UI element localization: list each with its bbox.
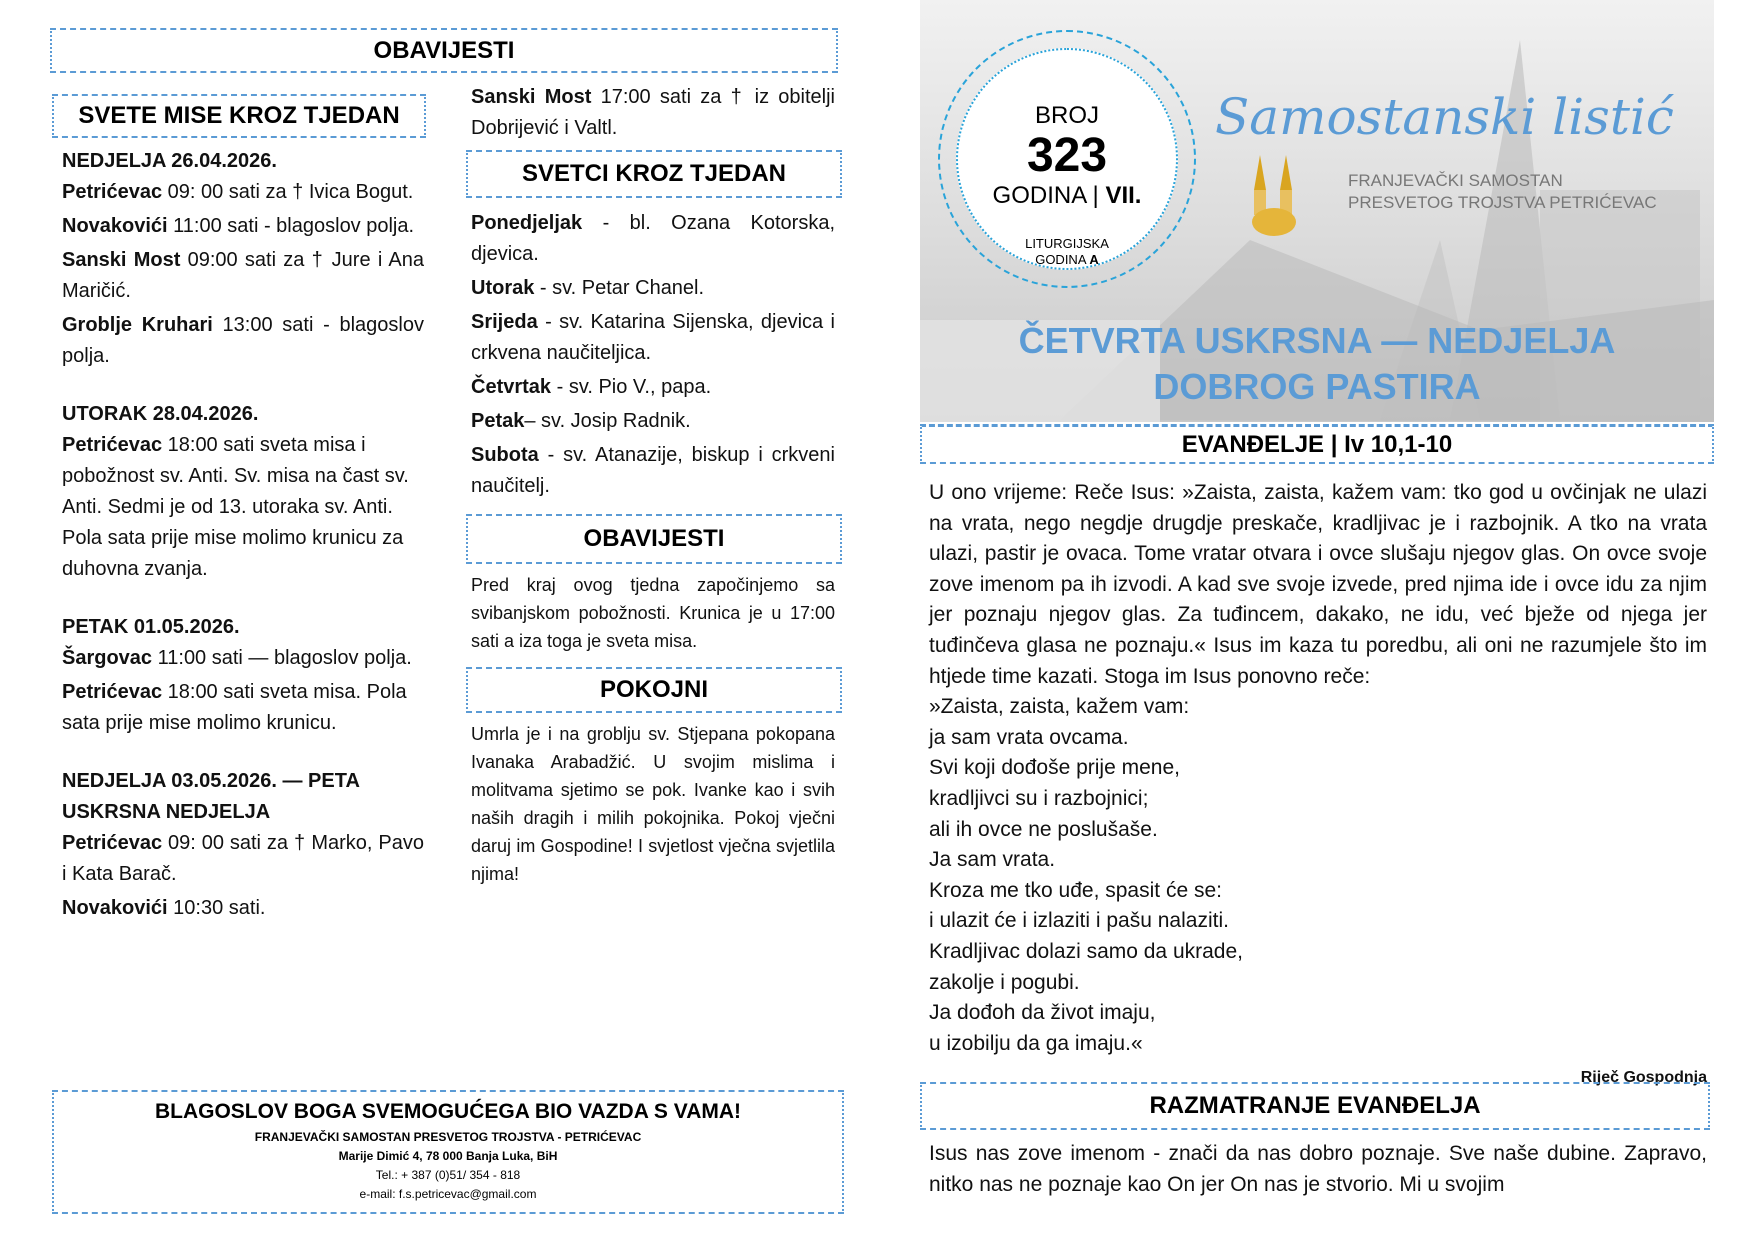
notices-heading (466, 514, 842, 564)
place: Petrićevac (62, 681, 163, 703)
saint-text: - sv. Atanazije, biskup i crkveni naučitelj. (471, 444, 835, 497)
saint-day: Četvrtak (471, 376, 552, 398)
heading-text: OBAVIJESTI (373, 36, 515, 64)
mass-entry (62, 677, 424, 739)
lit-year: A (1089, 252, 1099, 267)
monastery-logo-icon (1250, 150, 1298, 240)
gospel-prose: U ono vrijeme: Reče Isus: »Zaista, zaista, kažem vam: tko god u ovčinjak ne ulazi na vrata, nego negdje drugdje preskače, kradljivac je i razbojnik. A tko na vrata ulazi, pastir je ovaca. Tome vratar otvara i ovce slušaju njegov glas. On ovce svoje zove imenom pa ih izvodi. A kad sve svoje izvede, pred njima ide i ovce idu za njim jer poznaju njegov glas. Za tuđincem, dakako, ne idu, već bježe od njega jer tuđinčeva glasa ne poznaju.« Isus im kaza tu poredbu, ali oni ne razumjele što im htjede time kazati. Stoga im Isus ponovno reče: (929, 481, 1707, 688)
mass-entry (62, 211, 424, 242)
deceased-heading (466, 667, 842, 713)
mass-entry (62, 310, 424, 372)
place: Sanski Most (471, 86, 592, 108)
heading-text: SVETE MISE KROZ TJEDAN (78, 102, 400, 129)
entry-text: 09: 00 sati za † Marko, Pavo i Kata Barač. (62, 832, 424, 885)
mass-entry (62, 828, 424, 890)
top-notices-heading (50, 28, 838, 73)
org-line-1: FRANJEVAČKI SAMOSTAN (1348, 171, 1563, 190)
mass-entry (62, 643, 424, 674)
godina-value: VII. (1105, 182, 1142, 209)
verse-line: kradljivci su i razbojnici; (929, 786, 1149, 810)
notices-text: Pred kraj ovog tjedna započinjemo sa svibanjskom pobožnosti. Krunica je u 17:00 sati a iza toga je sveta misa. (471, 575, 835, 651)
verse-line: »Zaista, zaista, kažem vam: (929, 695, 1190, 719)
feast-line-1: ČETVRTA USKRSNA — NEDJELJA (1018, 320, 1616, 361)
newsletter-title: Samostanski listić (1215, 88, 1674, 146)
org-line-2: PRESVETOG TROJSTVA PETRIĆEVAC (1348, 193, 1657, 212)
verse-line: zakolje i pogubi. (929, 970, 1080, 994)
heading-text: EVANĐELJE | Iv 10,1-10 (1181, 430, 1453, 458)
saint-item (471, 406, 835, 437)
masses-column (62, 146, 424, 927)
saint-text: - sv. Pio V., papa. (551, 376, 712, 398)
saint-day: Srijeda (471, 311, 538, 333)
verse-line: Kroza me tko uđe, spasit će se: (929, 878, 1222, 902)
verse-line: Svi koji dođoše prije mene, (929, 756, 1180, 780)
mass-entry (62, 893, 424, 924)
day-date: NEDJELJA 26.04.2026. (62, 150, 277, 172)
mass-entry (62, 430, 424, 585)
godina-label: GODINA | (992, 182, 1106, 209)
saint-text: – sv. Josip Radnik. (524, 410, 691, 432)
broj-label: BROJ (1034, 102, 1099, 129)
place: Šargovac (62, 647, 153, 669)
saint-item (471, 307, 835, 369)
saint-day: Utorak (471, 277, 535, 299)
place: Novakovići (62, 215, 168, 237)
mass-entry (62, 245, 424, 307)
verse-line: Ja sam vrata. (929, 848, 1056, 872)
entry-text: 13:00 sati - blagoslov polja. (62, 314, 424, 367)
deceased-text: Umrla je i na groblju sv. Stjepana pokopana Ivanaka Arabadžić. U svojim mislima i molitvama sjetimo se pok. Ivanke kao i svih naših dragih i milih pokojnika. Pokoj vječni daruj im Gospodine! I svjetlost vječna svjetlila njima! (471, 724, 835, 884)
day-date: PETAK 01.05.2026. (62, 616, 240, 638)
sanski-most-continued (471, 82, 835, 144)
place: Petrićevac (62, 434, 163, 456)
entry-text: 11:00 sati — blagoslov polja. (152, 647, 412, 669)
footer-address: Marije Dimić 4, 78 000 Banja Luka, BiH (338, 1149, 558, 1163)
saint-item (471, 273, 835, 304)
saint-text: - sv. Petar Chanel. (534, 277, 705, 299)
saint-item (471, 440, 835, 502)
lit-label: LITURGIJSKA (1025, 236, 1109, 251)
entry-text: 11:00 sati - blagoslov polja. (167, 215, 415, 237)
issue-badge (938, 30, 1196, 288)
feast-line-2: DOBROG PASTIRA (1153, 366, 1481, 407)
place: Petrićevac (62, 832, 163, 854)
day-date: NEDJELJA 03.05.2026. — PETA USKRSNA NEDJELJA (62, 770, 360, 823)
footer-org: FRANJEVAČKI SAMOSTAN PRESVETOG TROJSTVA - PETRIĆEVAC (254, 1130, 642, 1144)
day-date: UTORAK 28.04.2026. (62, 403, 259, 425)
reflection-heading (920, 1082, 1710, 1130)
entry-text: 17:00 sati za † iz obitelji Dobrijević i Valtl. (471, 86, 835, 139)
saint-item (471, 372, 835, 403)
saint-text: - bl. Ozana Kotorska, djevica. (471, 212, 835, 265)
lit-year-label: GODINA (1035, 252, 1090, 267)
gospel-closing: Riječ Gospodnja (1580, 1069, 1707, 1087)
footer-box (52, 1090, 844, 1214)
masses-heading (52, 94, 426, 138)
saint-item (471, 208, 835, 270)
place: Novakovići (62, 897, 168, 919)
saints-list (471, 208, 835, 505)
saint-text: - sv. Katarina Sijenska, djevica i crkvena naučiteljica. (471, 311, 835, 364)
place: Petrićevac (62, 181, 163, 203)
heading-text: SVETCI KROZ TJEDAN (521, 160, 787, 187)
gospel-heading (920, 424, 1714, 464)
footer-phone: Tel.: + 387 (0)51/ 354 - 818 (375, 1168, 521, 1182)
issue-number: 323 (1026, 129, 1108, 182)
entry-text: 09: 00 sati za † Ivica Bogut. (162, 181, 414, 203)
reflection-text: Isus nas zove imenom - znači da nas dobro poznaje. Sve naše dubine. Zapravo, nitko nas ne poznaje kao On jer On nas je stvorio. Mi u svojim (929, 1142, 1707, 1196)
entry-text: 18:00 sati sveta misa. Pola sata prije mise molimo krunicu. (62, 681, 407, 734)
blessing: BLAGOSLOV BOGA SVEMOGUĆEGA BIO VAZDA S VAMA! (154, 1100, 742, 1123)
heading-text: POKOJNI (599, 676, 709, 703)
heading-text: RAZMATRANJE EVANĐELJA (1149, 1092, 1481, 1119)
saints-heading (466, 150, 842, 198)
place: Sanski Most (62, 249, 181, 271)
verse-line: ja sam vrata ovcama. (929, 725, 1129, 749)
verse-line: Ja dođoh da život imaju, (929, 1001, 1156, 1025)
entry-text: 18:00 sati sveta misa i pobožnost sv. Anti. Sv. misa na čast sv. Anti. Sedmi je od 13. utoraka sv. Anti. Pola sata prije mise molimo krunicu za duhovna zvanja. (62, 434, 409, 580)
saint-day: Subota (471, 444, 539, 466)
heading-text: OBAVIJESTI (583, 525, 725, 552)
footer-email[interactable]: e-mail: f.s.petricevac@gmail.com (359, 1187, 537, 1201)
verse-line: i ulazit će i izlaziti i pašu nalaziti. (929, 909, 1229, 933)
gospel-body (929, 478, 1707, 1094)
saint-day: Petak (471, 410, 525, 432)
place: Groblje Kruhari (62, 314, 213, 336)
verse-line: ali ih ovce ne poslušaše. (929, 817, 1158, 841)
saint-day: Ponedjeljak (471, 212, 583, 234)
mass-entry (62, 177, 424, 208)
entry-text: 10:30 sati. (167, 897, 266, 919)
masthead (920, 0, 1714, 422)
entry-text: 09:00 sati za † Jure i Ana Maričić. (62, 249, 424, 302)
verse-line: Kradljivac dolazi samo da ukrade, (929, 939, 1243, 963)
verse-line: u izobilju da ga imaju.« (929, 1031, 1143, 1055)
